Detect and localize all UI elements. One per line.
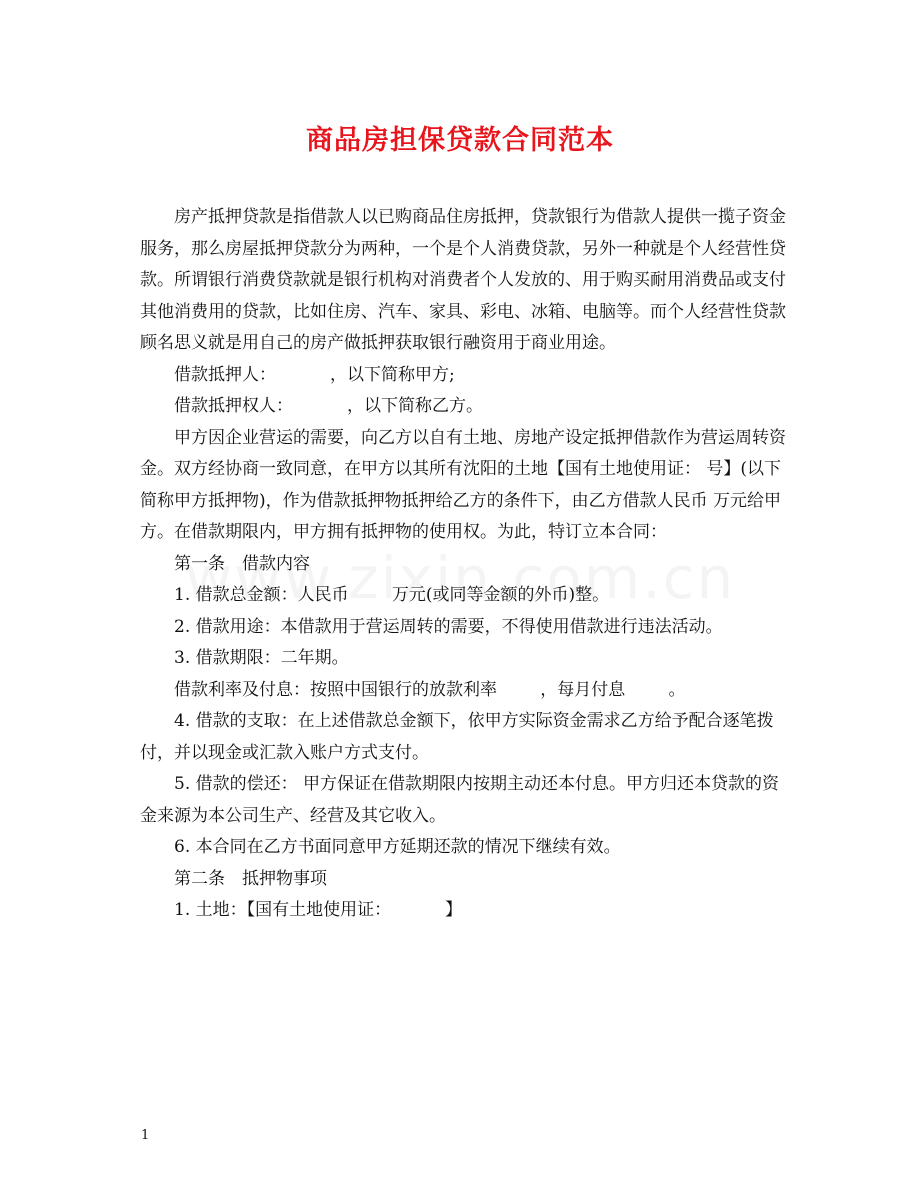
article-two-heading: 第二条 抵押物事项 (174, 868, 327, 889)
intro-paragraph: 房产抵押贷款是指借款人以已购商品住房抵押，贷款银行为借款人提供一揽子资金服务，那么房屋抵押贷款分为两种，一个是个人消费贷款，另外一种就是个人经营性贷款。所谓银行消费贷款就是银行机构对消费者个人发放的、用于购买耐用消费品或支付其他消费用的贷款，比如住房、汽车、家具、彩电、冰箱、电脑等。而个人经营性贷款顾名思义就是用自己的房产做抵押获取银行融资用于商业用途。 (140, 207, 786, 353)
clause-loan-purpose: 2. 借款用途：本借款用于营运周转的需要，不得使用借款进行违法活动。 (174, 616, 723, 637)
clause-repayment: 5. 借款的偿还： 甲方保证在借款期限内按期主动还本付息。甲方归还本贷款的资金来源为本公司生产、经营及其它收入。 (140, 774, 780, 826)
page-number: 1 (141, 1128, 150, 1143)
purpose-paragraph: 甲方因企业营运的需要，向乙方以自有土地、房地产设定抵押借款作为营运周转资金。双方经协商一致同意，在甲方以其所有沈阳的土地【国有土地使用证： 号】(以下简称甲方抵押物)，作为借款抵押物抵押给乙方的条件下，由乙方借款人民币 万元给甲方。在借款期限内，甲方拥有抵押物的使用权。为此，特订立本合同： (140, 427, 786, 542)
clause-interest: 借款利率及付息：按照中国银行的放款利率 ，每月付息 。 (174, 679, 686, 700)
clause-withdrawal: 4. 借款的支取：在上述借款总金额下，依甲方实际资金需求乙方给予配合逐笔拨付，并以现金或汇款入账户方式支付。 (140, 711, 774, 763)
mortgagee-line: 借款抵押权人： ，以下简称乙方。 (174, 396, 484, 416)
document-body (140, 202, 790, 927)
clause-total-amount: 1. 借款总金额：人民币 万元(或同等金额的外币)整。 (174, 585, 610, 605)
clause-extension: 6. 本合同在乙方书面同意甲方延期还款的情况下继续有效。 (174, 837, 621, 857)
document-title: 商品房担保贷款合同范本 (306, 125, 614, 156)
clause-land: 1. 土地：【国有土地使用证： 】 (174, 900, 463, 920)
article-one-heading: 第一条 借款内容 (174, 553, 310, 574)
clause-loan-term: 3. 借款期限：二年期。 (174, 648, 349, 668)
borrower-mortgagor-line: 借款抵押人： ，以下简称甲方; (174, 364, 455, 385)
